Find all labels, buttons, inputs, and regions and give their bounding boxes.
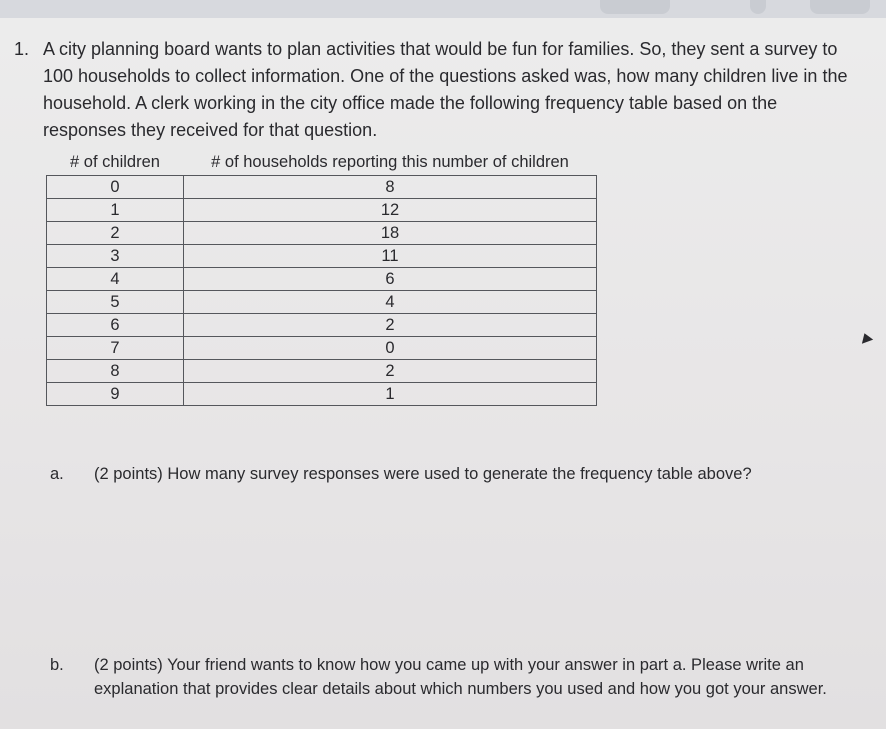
part-b-label: b. [50,656,64,674]
children-cell: 2 [47,222,184,245]
children-cell: 4 [47,268,184,291]
table-row [47,222,597,245]
households-cell: 1 [184,383,597,406]
part-a-label: a. [50,465,64,483]
table-row [47,176,597,199]
households-cell: 8 [184,176,597,199]
table-row [47,314,597,337]
households-cell: 2 [184,314,597,337]
table-row [47,199,597,222]
header-children: # of children [70,153,160,171]
households-cell: 0 [184,337,597,360]
children-cell: 9 [47,383,184,406]
top-tab [810,0,870,14]
part-b-text: (2 points) Your friend wants to know how you came up with your answer in part a. Please write an explanation that provides clear details about which numbers you used and how you got your answer. [94,656,827,698]
households-cell: 4 [184,291,597,314]
frequency-table [46,150,597,406]
table-row [47,291,597,314]
households-cell: 11 [184,245,597,268]
children-cell: 6 [47,314,184,337]
households-cell: 18 [184,222,597,245]
table-row [47,360,597,383]
households-cell: 6 [184,268,597,291]
part-b [50,653,840,729]
question-text: A city planning board wants to plan activities that would be fun for families. So, they sent a survey to 100 households to collect information. One of the questions asked was, how many children live in the household. A clerk working in the city office made the following frequency table based on the responses they received for that question. [43,39,848,140]
top-tab [750,0,766,14]
part-a [50,462,840,492]
children-cell: 0 [47,176,184,199]
question-number: 1. [14,39,30,59]
households-cell: 2 [184,360,597,383]
table-row [47,245,597,268]
table-row [47,337,597,360]
children-cell: 3 [47,245,184,268]
header-households: # of households reporting this number of children [211,153,569,171]
children-cell: 8 [47,360,184,383]
top-edge-bar [0,0,886,20]
table-row [47,268,597,291]
households-cell: 12 [184,199,597,222]
children-cell: 5 [47,291,184,314]
part-a-text: (2 points) How many survey responses were used to generate the frequency table above? [94,465,752,483]
children-cell: 7 [47,337,184,360]
children-cell: 1 [47,199,184,222]
top-tab [600,0,670,14]
table-row [47,383,597,406]
